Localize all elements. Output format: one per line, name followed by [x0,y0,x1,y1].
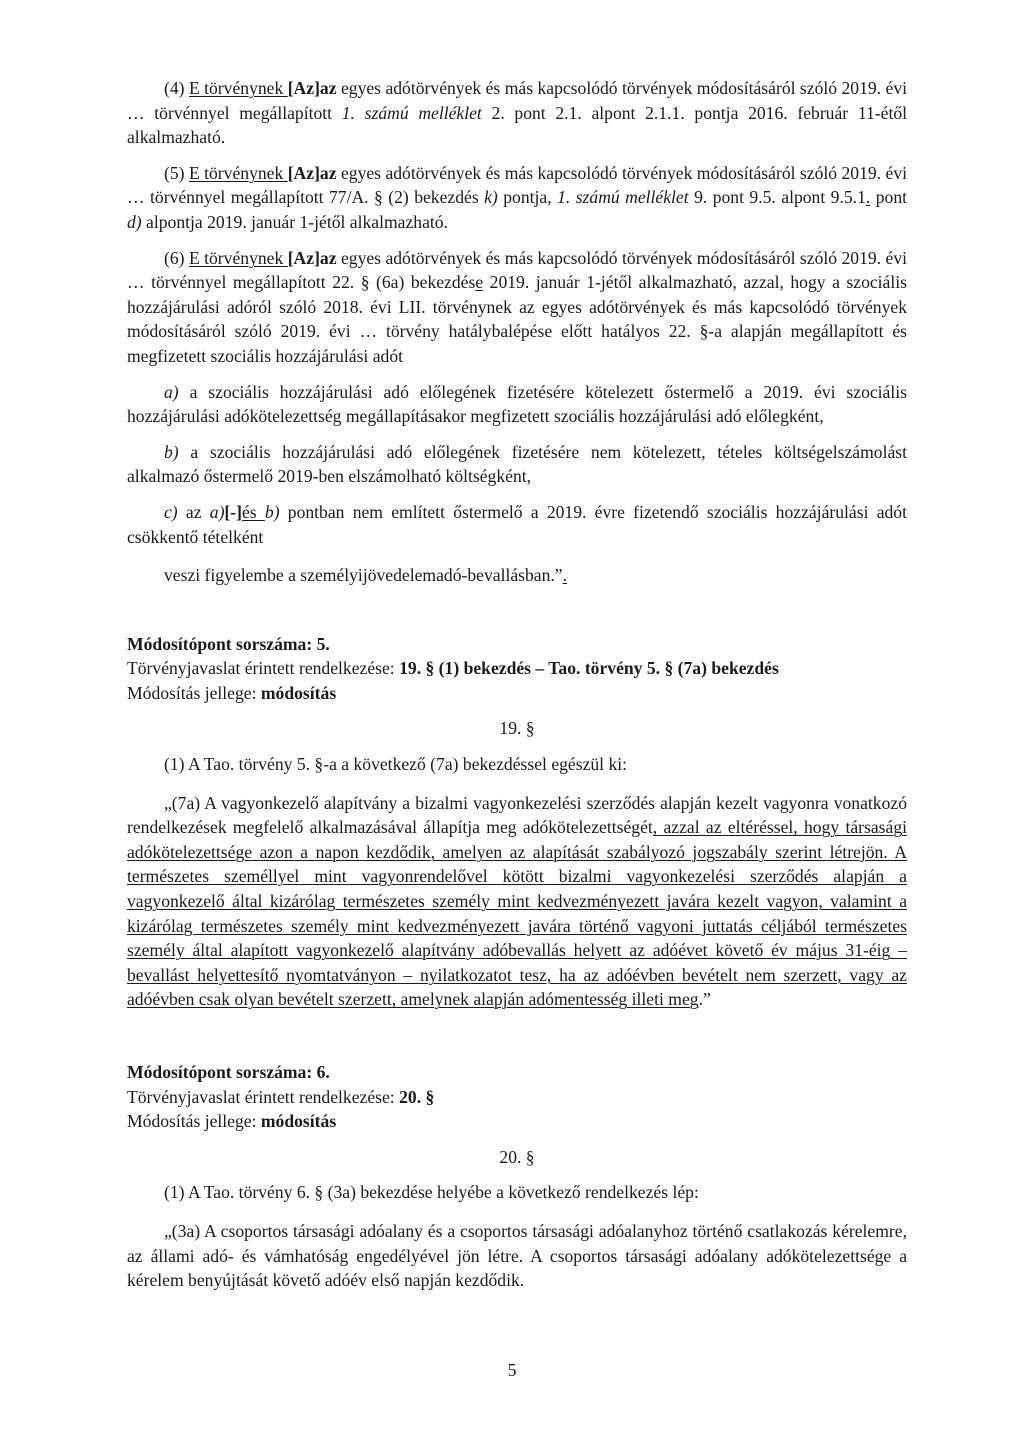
list-item-b: b) a szociális hozzájárulási adó előlegének fizetésére nem kötelezett, tételes költségelszámolást alkalmazó őstermelő 2019-ben elszámolható költségként, [127,441,907,487]
inserted-text: E törvénynek [188,247,288,268]
page-content [127,76,907,1293]
paragraph-4: (4) E törvénynek [Az]az egyes adótörvények és más kapcsolódó törvények módosításáról szóló 2019. évi … törvénnyel megállapított 1. számú melléklet 2. pont 2.1. alpont 2.1.1. pontja 2016. február 11-étől alkalmazható. [127,78,908,148]
section-intro: (1) A Tao. törvény 5. §-a a következő (7a) bekezdéssel egészül ki: [164,754,628,775]
deleted-marker: [Az]az [287,162,337,183]
amendment-nature: Módosítás jellege: módosítás [127,1111,337,1132]
amendment-block-5 [127,632,907,706]
amendment-nature: Módosítás jellege: módosítás [127,682,337,703]
paragraph-5: (5) E törvénynek [Az]az egyes adótörvények és más kapcsolódó törvények módosításáról szóló 2019. évi … törvénnyel megállapított 77/A. § (2) bekezdés k) pontja, 1. számú melléklet 9. pont 9.5. alpont 9.5.1. pont d) alpontja 2019. január 1-jétől alkalmazható. [127,162,908,232]
inserted-text: azzal az eltéréssel, hogy társasági adókötelezettsége azon a napon kezdődik, amelyen az alapítását szabályozó jogszabály szerint létrejön. A természetes személlyel mint vagyonrendelővel kötött bizalmi vagyonkezelési szerződés alapján a vagyonkezelő által kizárólag természetes személy mint kedvezményezett javára kezelt vagyon, valamint a kizárólag természetes személy mint kedvezményezett javára történő vagyoni juttatás céljából természetes személy által alapított vagyonkezelő alapítvány adóbevallás helyett az adóévet követő év május 31-éig – bevallást helyettesítő nyomtatványon – nyilatkozatot tesz, ha az adóévben bevételt nem szerzett, vagy az adóévben csak olyan bevételt szerzett, amelynek alapján adómentesség illeti meg [127,817,908,1010]
affected-provision: Törvényjavaslat érintett rendelkezése: 20. § [127,1086,435,1107]
inserted-text: E törvénynek [188,162,288,183]
amendment-title: Módosítópont sorszáma: 6. [127,1062,330,1082]
section-intro: (1) A Tao. törvény 6. § (3a) bekezdése helyébe a következő rendelkezés lép: [164,1182,699,1203]
deleted-marker: [Az]az [287,247,337,268]
deleted-marker: [Az]az [287,78,337,98]
section-number: 19. § [499,718,535,739]
closing-line: veszi figyelembe a személyijövedelemadó-bevallásban.”. [164,565,568,586]
amendment-block-6 [127,1060,907,1134]
list-item-a: a) a szociális hozzájárulási adó előlegének fizetésére kötelezett őstermelő a 2019. évi szociális hozzájárulási adókötelezettség megállapításakor megfizetett szociális hozzájárulási adó előlegként, [127,381,907,427]
inserted-text: E törvénynek [188,78,288,98]
paragraph-6: (6) E törvénynek [Az]az egyes adótörvények és más kapcsolódó törvények módosításáról szóló 2019. évi … törvénnyel megállapított 22. § (6a) bekezdése 2019. január 1-jétől alkalmazható, azzal, hogy a szociális hozzájárulási adóról szóló 2018. évi LII. törvénynek az egyes adótörvények és más kapcsolódó törvények módosításáról szóló 2019. évi … törvény hatálybalépése előtt hatályos 22. §-a alapján megállapított és megfizetett szociális hozzájárulási adót [127,247,907,366]
affected-provision: Törvényjavaslat érintett rendelkezése: 19. § (1) bekezdés – Tao. törvény 5. § (7a) bekezdés [127,658,779,679]
amendment-title: Módosítópont sorszáma: 5. [127,633,330,654]
quoted-provision: „(3a) A csoportos társasági adóalany és a csoportos társasági adóalanyhoz történő csatlakozás kérelemre, az állami adó- és vámhatóság engedélyével jön létre. A csoportos társasági adóalany adókötelezettsége a kérelem benyújtását követő adóév első napján kezdődik. [127,1220,907,1291]
quoted-provision: „(7a) A vagyonkezelő alapítvány a bizalmi vagyonkezelési szerződés alapján kezelt vagyonra vonatkozó rendelkezések megfelelő alkalmazásával állapítja meg adókötelezettségét, azzal az eltéréssel, hogy társasági adókötelezettsége azon a napon kezdődik, amelyen az alapítását szabályozó jogszabály szerint létrejön. A természetes személlyel mint vagyonrendelővel kötött bizalmi vagyonkezelési szerződés alapján a vagyonkezelő által kizárólag természetes személy mint kedvezményezett javára kezelt vagyon, valamint a kizárólag természetes személy mint kedvezményezett javára történő vagyoni juttatás céljából természetes személy által alapított vagyonkezelő alapítvány adóbevallás helyett az adóévet követő év május 31-éig – bevallást helyettesítő nyomtatványon – nyilatkozatot tesz, ha az adóévben bevételt nem szerzett, vagy az adóévben csak olyan bevételt szerzett, amelynek alapján adómentesség illeti meg.” [127,792,908,1010]
list-item-c: c) az a)[-]és b) pontban nem említett őstermelő a 2019. évre fizetendő szociális hozzájárulási adót csökkentő tételként [127,501,907,547]
section-number: 20. § [499,1146,535,1167]
page-number: 5 [507,1360,517,1380]
